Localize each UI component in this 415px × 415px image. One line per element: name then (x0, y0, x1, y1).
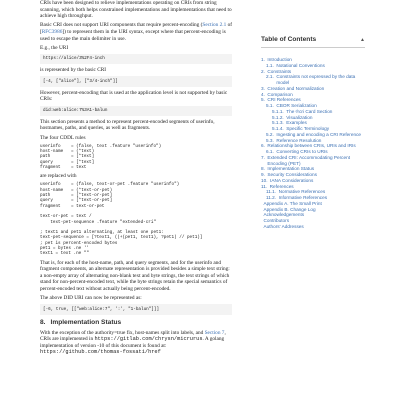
toc-item-label: CRI References (267, 97, 301, 103)
section-7-link[interactable]: Section 7 (204, 329, 225, 336)
toc-item-label: Notational Conventions (276, 62, 325, 68)
paragraph: The four CDDL rules (40, 134, 86, 141)
cddl-block: userinfo = (false, text .feature "userinfo") host-name = (*text) path = [*text] query = [*text] fragment = text (40, 143, 162, 170)
cddl-block: userinfo = (false, text-or-pet .feature "userinfo") host-name = (*text-or-pet) path = [*text-or-pet] query = [*text-or-pet] fragment = text-or-pet text-or-pet = text / text-pet-sequence .feature "extended-cri" ; text1 and pet1 alternating, at least one pet1: text-pet-sequence = [?text1, ((+(pet1, text1), ?pet1) // pet1)] ; pet is percent-encoded bytes pet1 = bytes .ne '' text1 = text .ne "" (40, 182, 203, 257)
toc-item-number: 5.1.1. (272, 108, 284, 114)
toc-item-number: 7. (261, 154, 265, 160)
toc-item-label: Appendix A. The Small Print (263, 200, 322, 206)
paragraph: E.g., the URI (40, 44, 69, 51)
toc-item-label: Contributors (263, 218, 290, 223)
toc-item-number: 9. (261, 172, 265, 177)
code-block: did:web:alice:7%3A1-balun (40, 106, 232, 116)
paragraph: This section presents a method to represent percent-encoded segments of userinfo, hostnames, paths, and queries, as well as fragments. (40, 118, 215, 132)
toc-item-number: 10. (261, 177, 268, 183)
toc-list (261, 57, 365, 230)
toc-item-label: The ℗cri Card Section (286, 108, 333, 114)
toc-item-label: Introduction (267, 57, 292, 62)
paragraph: The above DID URI can now be represented as: (40, 295, 142, 302)
code-block: [-6, true, [["web:alice:7", ':', "1-balun"]]] (40, 304, 232, 314)
toc-item-label: IANA Considerations (270, 177, 314, 183)
paragraph: However, percent-encoding that is used at the application level is not supported by basic CRIs: (40, 89, 228, 103)
section-heading (40, 319, 232, 327)
toc-item-number: 8. (261, 166, 265, 172)
section-2-1-link[interactable]: Section 2.1 (202, 22, 227, 29)
rfc3986-link[interactable]: RFC3986 (41, 28, 63, 35)
toc-item-label: Extended CRI: Accommodating Percent Encoding (PET) (267, 154, 351, 166)
toc-item-label: CBOR Serialization (276, 103, 317, 108)
toc-item-number: 5. (261, 97, 265, 103)
toc-header[interactable] (261, 36, 365, 48)
toc-item-label: Appendix B. Change Log (263, 206, 316, 212)
toc-item-number: 1. (261, 57, 265, 62)
toc-item-number: 11. (261, 183, 268, 189)
toc-title: Table of Contents (261, 36, 317, 43)
toc-item-label: Implementation Status (267, 166, 315, 172)
toc-item-number: 2.1. (266, 74, 274, 80)
text: Basic CRI does not support URI components that require percent-encoding ( (40, 22, 203, 29)
toc-item-number: 5.2. (266, 131, 274, 137)
toc-item-number: 6.1. (266, 149, 274, 154)
toc-item[interactable] (261, 155, 365, 167)
toc-item-label: Constraints (267, 68, 292, 74)
toc-item-number: 1.1. (266, 62, 274, 68)
paragraph: That is, for each of the host-name, path, and query segments, and for the userinfo and fragment components, an alternate representation is provided besides a simple text string: a non-empty array of alternating non-blank text and byte strings, the text strings of which stand for non-percent-encoded text, while the byte strings retain the special semantics of percent-encoded text without actually being percent-encoded. (40, 259, 230, 292)
toc-item-label: Security Considerations (267, 172, 317, 177)
toc-item-number: 5.1. (266, 103, 274, 108)
toc-item-label: Comparison (267, 91, 293, 97)
text: . A golang implementation of version -10 of this document is found at: (40, 336, 225, 349)
paragraph: is represented by the basic CRI (40, 67, 107, 74)
toc-item-number: 5.1.2. (272, 114, 284, 120)
document-body (40, 0, 232, 415)
text: With the exception of the authority=true fix, host-names split into labels, and (40, 329, 205, 336)
toc-item-label: Normative References (278, 189, 326, 195)
table-of-contents (261, 36, 365, 230)
toc-item-number: 4. (261, 91, 265, 97)
toc-item[interactable] (261, 74, 365, 86)
toc-item-label: Reference Resolution (276, 137, 322, 143)
section-title: Implementation Status (50, 318, 122, 326)
toc-item-label: Authors' Addresses (263, 223, 304, 229)
toc-item-label: References (269, 183, 294, 189)
toc-item-label: Converting CRIs to URIs (276, 149, 328, 154)
toc-item-number: 11.2. (266, 195, 277, 200)
toc-item-number: 5.1.3. (272, 120, 284, 126)
section-number: 8. (40, 318, 46, 326)
paragraph (40, 22, 232, 42)
toc-item-label: Informative References (278, 195, 328, 200)
text: , CRIs are implemented in (40, 329, 226, 343)
toc-item-label: Relationship between CRIs, URIs and IRIs (267, 143, 356, 149)
toc-item-label: Specific Terminology (286, 126, 330, 131)
toc-item-label: Acknowledgements (263, 212, 305, 218)
toc-item-label: Constraints not expressed by the data model (276, 74, 356, 85)
toc-item-label: Visualization (286, 114, 313, 120)
toc-item-number: 5.1.4. (272, 126, 284, 131)
paragraph (40, 330, 232, 356)
collapse-arrow-icon[interactable]: ▲ (360, 36, 365, 43)
toc-item-label: Ingesting and encoding a CRI Reference (276, 131, 362, 137)
repo-url: https://github.com/thomas-fossati/href (40, 349, 161, 356)
toc-item-number: 2. (261, 68, 265, 74)
text: ]) to represent them in the URI syntax, except where that percent-encoding is used to escape the main delimiter in use. (40, 28, 226, 42)
toc-item-number: 6. (261, 143, 265, 149)
text: of [ (40, 22, 232, 35)
code-block: [-4, ["alice"], ["3/4-inch"]] (40, 76, 232, 86)
toc-item[interactable] (261, 224, 365, 230)
toc-item-label: Creation and Normalization (267, 85, 325, 91)
code-block: https://alice/3%2F4-inch (40, 54, 232, 64)
toc-item-label: Examples (286, 120, 307, 126)
repo-url: https://gitlab.com/chrysn/micrurus (94, 336, 203, 343)
paragraph: CRIs have been designed to relieve implementations operating on CRIs from string scanning, which both helps constrained implementations and implementations that need to achieve high throughput. (40, 0, 232, 20)
toc-item-number: 5.3. (266, 137, 274, 143)
toc-item-number: 11.1. (266, 189, 277, 195)
paragraph: are replaced with (40, 173, 77, 180)
toc-item-number: 3. (261, 85, 265, 91)
